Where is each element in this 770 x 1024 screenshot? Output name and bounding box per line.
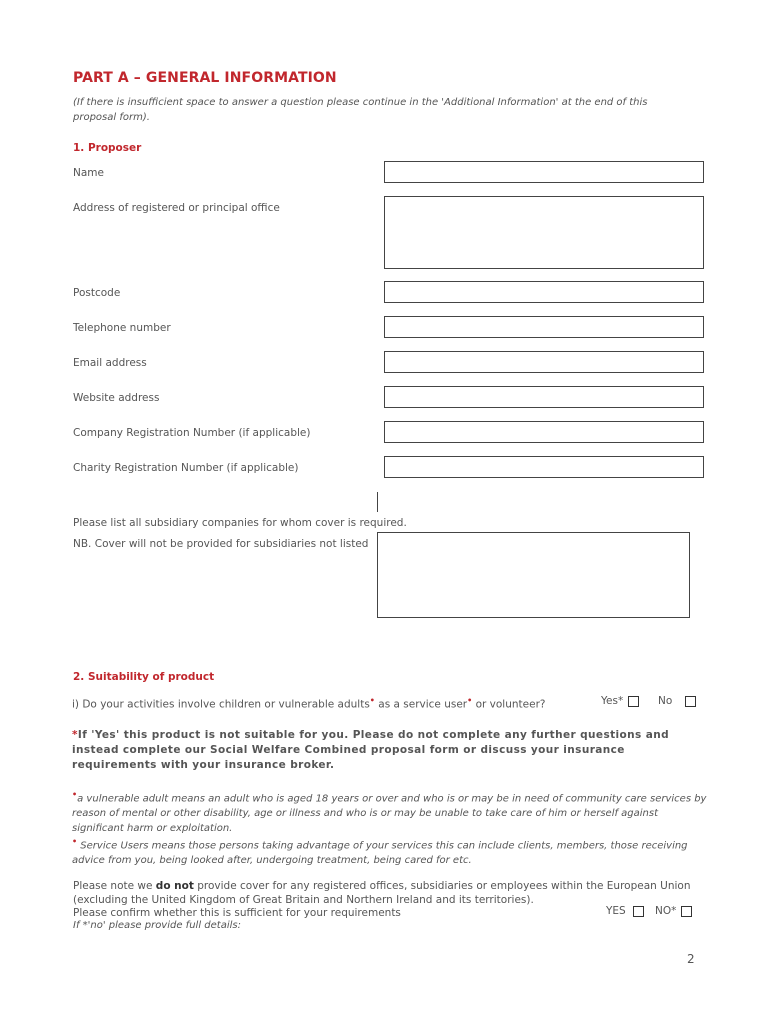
- if-no-details-label: If *'no' please provide full details:: [73, 920, 241, 931]
- definition-marker: •: [72, 790, 78, 799]
- vulnerable-marker: •: [369, 696, 375, 705]
- eu-confirm-question: Please confirm whether this is sufficient for your requirements: [73, 907, 401, 919]
- subsidiaries-note: NB. Cover will not be provided for subsidiaries not listed: [73, 538, 369, 550]
- warning-asterisk: *: [72, 729, 78, 741]
- address-label: Address of registered or principal office: [73, 202, 280, 214]
- company-reg-label: Company Registration Number (if applicable): [73, 427, 311, 439]
- service-users-text: Service Users means those persons taking advantage of your services this can include clients, members, those receiving advice from you, being looked after, undergoing treatment, being cared for etc.: [72, 840, 688, 867]
- warning-text: If 'Yes' this product is not suitable for you. Please do not complete any further questions and instead complete our Social Welfare Combined proposal form or discuss your insurance requirements with your insurance broker.: [72, 729, 669, 771]
- page-number: 2: [687, 952, 695, 966]
- section-proposer-heading: 1. Proposer: [73, 142, 142, 154]
- charity-reg-field[interactable]: [384, 456, 704, 478]
- vulnerable-question: [72, 696, 545, 711]
- eu-note-text-1: Please note we: [73, 880, 156, 892]
- service-user-marker: •: [467, 696, 473, 705]
- eu-note-bold: do not: [155, 880, 194, 892]
- yes-label: Yes*: [601, 695, 624, 707]
- website-field[interactable]: [384, 386, 704, 408]
- eu-yes-checkbox[interactable]: [633, 906, 644, 917]
- charity-reg-label: Charity Registration Number (if applicable): [73, 462, 299, 474]
- page-title: PART A – GENERAL INFORMATION: [73, 70, 337, 86]
- service-users-marker: •: [72, 837, 78, 846]
- subsidiaries-field[interactable]: [377, 532, 690, 618]
- subsidiaries-label: Please list all subsidiary companies for whom cover is required.: [73, 517, 407, 529]
- vulnerable-no-checkbox[interactable]: [685, 696, 696, 707]
- name-field[interactable]: [384, 161, 704, 183]
- question-text-1: i) Do your activities involve children or vulnerable adults: [72, 698, 370, 711]
- eu-no-option[interactable]: [655, 905, 692, 917]
- address-field[interactable]: [384, 196, 704, 269]
- intro-note: (If there is insufficient space to answer a question please continue in the 'Additional Information' at the end of this proposal form).: [73, 97, 648, 123]
- telephone-field[interactable]: [384, 316, 704, 338]
- email-field[interactable]: [384, 351, 704, 373]
- vulnerable-yes-checkbox[interactable]: [628, 696, 639, 707]
- question-text-3: or volunteer?: [472, 698, 546, 711]
- text-cursor-mark: [377, 492, 378, 512]
- question-text-2: as a service user: [374, 698, 468, 711]
- eu-cover-note: [73, 880, 713, 907]
- unsuitable-warning: [72, 728, 692, 773]
- email-label: Email address: [73, 357, 147, 369]
- no-label: No: [658, 695, 673, 707]
- section-suitability-heading: 2. Suitability of product: [73, 671, 215, 683]
- website-label: Website address: [73, 392, 160, 404]
- postcode-field[interactable]: [384, 281, 704, 303]
- postcode-label: Postcode: [73, 287, 121, 299]
- eu-yes-label: YES: [606, 905, 626, 917]
- service-users-definition: [72, 834, 707, 868]
- vulnerable-no-option[interactable]: [658, 695, 696, 707]
- eu-no-label: NO*: [655, 905, 677, 917]
- vulnerable-yes-option[interactable]: [601, 695, 639, 707]
- eu-yes-option[interactable]: [606, 905, 644, 917]
- eu-note-text-2: provide cover for any registered offices, subsidiaries or employees within the European Union (excluding the United Kingdom of Great Britain and Northern Ireland and its territories).: [73, 880, 691, 906]
- name-label: Name: [73, 167, 104, 179]
- company-reg-field[interactable]: [384, 421, 704, 443]
- telephone-label: Telephone number: [73, 322, 171, 334]
- vulnerable-definition-text: a vulnerable adult means an adult who is aged 18 years or over and who is or may be in need of community care services by reason of mental or other disability, age or illness and who is or may be unable to take care of him or herself against significant harm or exploitation.: [72, 793, 707, 835]
- eu-no-checkbox[interactable]: [681, 906, 692, 917]
- vulnerable-adult-definition: [72, 787, 707, 836]
